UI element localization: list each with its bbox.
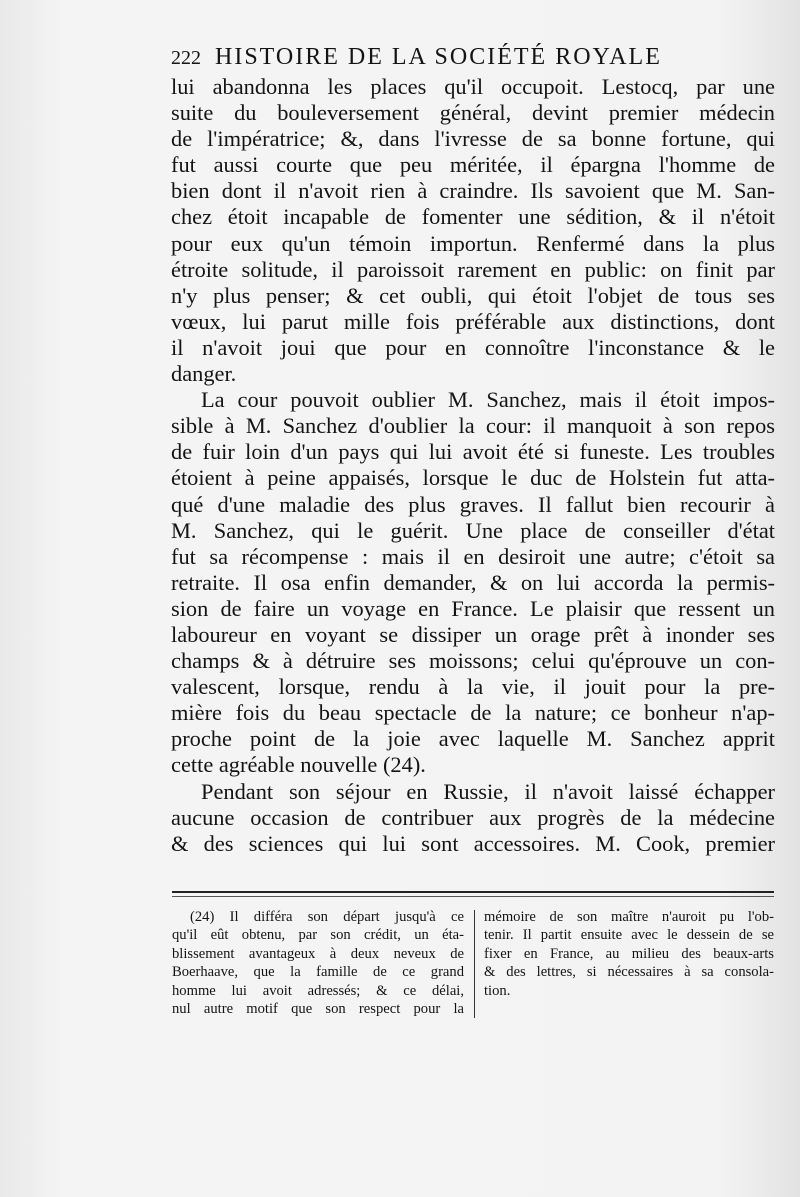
text-line: M. Sanchez, qui le guérit. Une place de conseiller d'état xyxy=(171,517,775,543)
text-line: proche point de la joie avec laquelle M. Sanchez apprit xyxy=(171,726,775,752)
text-line: il n'avoit joui que pour en connoître l'inconstance & le xyxy=(171,334,775,360)
text-line: laboureur en voyant se dissiper un orage prêt à inonder ses xyxy=(171,621,775,647)
text-line: étoient à peine appaisés, lorsque le duc de Holstein fut atta- xyxy=(171,465,775,491)
footnote-left-column xyxy=(172,908,464,1018)
footnote-line: Boerhaave, que la famille de ce grand xyxy=(172,964,464,981)
running-title: HISTOIRE DE LA SOCIÉTÉ ROYALE xyxy=(215,44,662,70)
footnote-line: qu'il eût obtenu, par son crédit, un éta- xyxy=(172,927,464,944)
text-line: retraite. Il osa enfin demander, & on lui accorda la permis- xyxy=(171,569,775,595)
footnote-line: homme lui avoit adressés; & ce délai, xyxy=(172,982,464,999)
footnote-rule xyxy=(172,891,774,893)
text-line: mière fois du beau spectacle de la nature; ce bonheur n'ap- xyxy=(171,700,775,726)
page-number: 222 xyxy=(171,47,201,69)
footnote-line: fixer en France, au milieu des beaux-arts xyxy=(484,945,774,962)
text-line: fut sa récompense : mais il en desiroit une autre; c'étoit sa xyxy=(171,543,775,569)
text-line: champs & à détruire ses moissons; celui qu'éprouve un con- xyxy=(171,648,775,674)
footnote-rule-thin xyxy=(172,896,774,897)
footnote-right-column xyxy=(484,908,774,1000)
text-line: La cour pouvoit oublier M. Sanchez, mais il étoit impos- xyxy=(201,387,775,413)
text-line: chez étoit incapable de fomenter une sédition, & il n'étoit xyxy=(171,204,775,230)
text-line: fut aussi courte que peu méritée, il épargna l'homme de xyxy=(171,152,775,178)
text-line: cette agréable nouvelle (24). xyxy=(171,752,426,778)
footnote-line: nul autre motif que son respect pour la xyxy=(172,1000,464,1017)
text-line: valescent, lorsque, rendu à la vie, il jouit pour la pre- xyxy=(171,674,775,700)
footnote-line: & des lettres, si nécessaires à sa consola- xyxy=(484,964,774,981)
text-line: étroite solitude, il paroissoit rarement en public: on finit par xyxy=(171,256,775,282)
text-line: Pendant son séjour en Russie, il n'avoit laissé échapper xyxy=(201,778,775,804)
footnote-line: tenir. Il partit ensuite avec le dessein de se xyxy=(484,927,774,944)
footnote-column-separator xyxy=(474,910,475,1018)
text-line: pour eux qu'un témoin importun. Renfermé dans la plus xyxy=(171,230,775,256)
text-line: sible à M. Sanchez d'oublier la cour: il manquoit à son repos xyxy=(171,413,775,439)
text-line: sion de faire un voyage en France. Le plaisir que ressent un xyxy=(171,595,775,621)
text-line: de l'impératrice; &, dans l'ivresse de sa bonne fortune, qui xyxy=(171,126,775,152)
text-line: lui abandonna les places qu'il occupoit. Lestocq, par une xyxy=(171,74,775,99)
running-header xyxy=(171,44,771,78)
footnote-line: tion. xyxy=(484,982,511,999)
text-line: suite du bouleversement général, devint premier médecin xyxy=(171,100,775,126)
text-line: vœux, lui parut mille fois préférable aux distinctions, dont xyxy=(171,308,775,334)
text-line: aucune occasion de contribuer aux progrès de la médecine xyxy=(171,804,775,830)
text-line: qué d'une maladie des plus graves. Il fallut bien recourir à xyxy=(171,491,775,517)
body-text xyxy=(171,74,775,884)
footnote-line: mémoire de son maître n'auroit pu l'ob- xyxy=(484,909,774,925)
text-line: de fuir loin d'un pays qui lui avoit été si funeste. Les troubles xyxy=(171,439,775,465)
text-line: n'y plus penser; & cet oubli, qui étoit l'objet de tous ses xyxy=(171,282,775,308)
text-line: bien dont il n'avoit rien à craindre. Ils savoient que M. San- xyxy=(171,178,775,204)
text-line: danger. xyxy=(171,361,237,387)
footnote-line: blissement avantageux à deux neveux de xyxy=(172,945,464,962)
text-line: & des sciences qui lui sont accessoires. M. Cook, premier xyxy=(171,830,775,856)
footnote-line: (24) Il différa son départ jusqu'à ce xyxy=(190,909,464,925)
